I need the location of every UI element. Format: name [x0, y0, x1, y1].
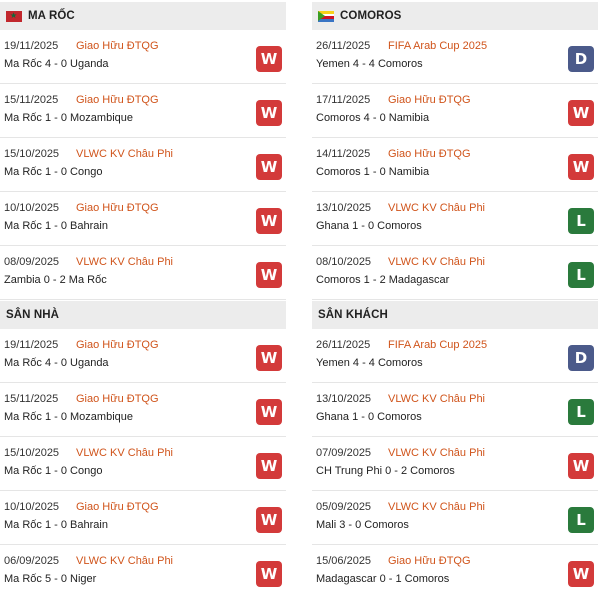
result-badge: W	[256, 154, 282, 180]
result-badge: W	[568, 100, 594, 126]
match-row[interactable]	[312, 84, 598, 138]
match-competition[interactable]: FIFA Arab Cup 2025	[388, 339, 488, 351]
match-row[interactable]	[0, 491, 286, 545]
match-date: 15/10/2025	[4, 148, 60, 160]
match-list	[0, 30, 286, 300]
match-competition[interactable]: FIFA Arab Cup 2025	[388, 40, 488, 52]
result-badge: W	[256, 399, 282, 425]
match-row[interactable]	[0, 138, 286, 192]
result-badge: W	[256, 561, 282, 587]
result-badge: W	[568, 453, 594, 479]
match-competition[interactable]: Giao Hữu ĐTQG	[76, 393, 159, 405]
match-competition[interactable]: Giao Hữu ĐTQG	[388, 94, 471, 106]
result-badge: W	[256, 345, 282, 371]
match-date: 17/11/2025	[316, 94, 371, 106]
away-section	[312, 301, 598, 596]
match-competition[interactable]: Giao Hữu ĐTQG	[388, 555, 471, 567]
result-badge: W	[256, 507, 282, 533]
match-list	[312, 329, 598, 596]
match-competition[interactable]: VLWC KV Châu Phi	[76, 148, 174, 160]
match-competition[interactable]: Giao Hữu ĐTQG	[76, 40, 159, 52]
match-date: 06/09/2025	[4, 555, 60, 567]
section-title: COMOROS	[340, 10, 402, 22]
match-score[interactable]: Ghana 1 - 0 Comoros	[316, 220, 422, 232]
match-row[interactable]	[312, 329, 598, 383]
home-section	[0, 301, 286, 596]
match-competition[interactable]: Giao Hữu ĐTQG	[76, 501, 159, 513]
match-row[interactable]	[0, 192, 286, 246]
match-competition[interactable]: Giao Hữu ĐTQG	[76, 94, 159, 106]
match-date: 13/10/2025	[316, 202, 372, 214]
match-score[interactable]: Madagascar 0 - 1 Comoros	[316, 573, 450, 585]
match-score[interactable]: Ma Rốc 1 - 0 Bahrain	[4, 519, 108, 531]
match-score[interactable]: Ma Rốc 4 - 0 Uganda	[4, 58, 109, 70]
match-competition[interactable]: VLWC KV Châu Phi	[388, 256, 486, 268]
result-badge: W	[256, 46, 282, 72]
match-row[interactable]	[312, 30, 598, 84]
result-badge: W	[568, 154, 594, 180]
match-date: 08/10/2025	[316, 256, 372, 268]
match-date: 26/11/2025	[316, 40, 371, 52]
match-score[interactable]: Ma Rốc 1 - 0 Congo	[4, 465, 103, 477]
match-row[interactable]	[312, 437, 598, 491]
match-competition[interactable]: VLWC KV Châu Phi	[76, 555, 174, 567]
match-row[interactable]	[312, 383, 598, 437]
match-score[interactable]: Ma Rốc 1 - 0 Mozambique	[4, 411, 133, 423]
match-row[interactable]	[312, 545, 598, 596]
match-score[interactable]: Ma Rốc 4 - 0 Uganda	[4, 357, 109, 369]
section-header	[312, 301, 598, 329]
match-row[interactable]	[0, 329, 286, 383]
match-competition[interactable]: VLWC KV Châu Phi	[76, 447, 174, 459]
match-date: 26/11/2025	[316, 339, 371, 351]
result-badge: D	[568, 46, 594, 72]
section-header	[312, 2, 598, 30]
match-list	[312, 30, 598, 300]
result-badge: L	[568, 262, 594, 288]
match-row[interactable]	[312, 138, 598, 192]
result-badge: L	[568, 208, 594, 234]
morocco-recent-section	[0, 2, 286, 300]
match-date: 13/10/2025	[316, 393, 372, 405]
match-date: 14/11/2025	[316, 148, 371, 160]
match-score[interactable]: Yemen 4 - 4 Comoros	[316, 58, 423, 70]
match-row[interactable]	[0, 383, 286, 437]
match-date: 07/09/2025	[316, 447, 372, 459]
match-score[interactable]: Mali 3 - 0 Comoros	[316, 519, 409, 531]
section-header	[0, 2, 286, 30]
match-row[interactable]	[312, 246, 598, 300]
match-competition[interactable]: Giao Hữu ĐTQG	[388, 148, 471, 160]
match-score[interactable]: Ma Rốc 1 - 0 Congo	[4, 166, 103, 178]
match-competition[interactable]: VLWC KV Châu Phi	[388, 501, 486, 513]
match-row[interactable]	[312, 192, 598, 246]
result-badge: W	[256, 100, 282, 126]
section-title: SÂN KHÁCH	[318, 309, 388, 321]
match-score[interactable]: Comoros 1 - 2 Madagascar	[316, 274, 450, 286]
match-score[interactable]: Zambia 0 - 2 Ma Rốc	[4, 274, 107, 286]
match-competition[interactable]: VLWC KV Châu Phi	[388, 202, 486, 214]
match-score[interactable]: Ma Rốc 5 - 0 Niger	[4, 573, 97, 585]
match-row[interactable]	[0, 30, 286, 84]
match-date: 15/10/2025	[4, 447, 60, 459]
result-badge: D	[568, 345, 594, 371]
result-badge: L	[568, 399, 594, 425]
match-competition[interactable]: VLWC KV Châu Phi	[76, 256, 174, 268]
match-score[interactable]: CH Trung Phi 0 - 2 Comoros	[316, 465, 455, 477]
match-row[interactable]	[0, 246, 286, 300]
result-badge: W	[256, 453, 282, 479]
result-badge: W	[256, 208, 282, 234]
match-competition[interactable]: VLWC KV Châu Phi	[388, 393, 486, 405]
match-score[interactable]: Ma Rốc 1 - 0 Mozambique	[4, 112, 133, 124]
match-row[interactable]	[0, 437, 286, 491]
match-date: 10/10/2025	[4, 501, 60, 513]
match-competition[interactable]: VLWC KV Châu Phi	[388, 447, 486, 459]
match-row[interactable]	[0, 545, 286, 596]
result-badge: W	[256, 262, 282, 288]
section-header	[0, 301, 286, 329]
result-badge: L	[568, 507, 594, 533]
match-date: 15/06/2025	[316, 555, 372, 567]
section-title: SÂN NHÀ	[6, 309, 60, 321]
match-competition[interactable]: Giao Hữu ĐTQG	[76, 339, 159, 351]
morocco-flag-icon: ★	[6, 11, 22, 22]
match-date: 15/11/2025	[4, 94, 59, 106]
result-badge: W	[568, 561, 594, 587]
match-score[interactable]: Yemen 4 - 4 Comoros	[316, 357, 423, 369]
match-date: 10/10/2025	[4, 202, 60, 214]
match-date: 19/11/2025	[4, 339, 59, 351]
comoros-flag-icon	[318, 11, 334, 22]
match-list	[0, 329, 286, 596]
match-row[interactable]	[0, 84, 286, 138]
match-date: 15/11/2025	[4, 393, 59, 405]
match-date: 08/09/2025	[4, 256, 60, 268]
comoros-recent-section	[312, 2, 598, 300]
match-date: 19/11/2025	[4, 40, 59, 52]
match-row[interactable]	[312, 491, 598, 545]
match-score[interactable]: Ma Rốc 1 - 0 Bahrain	[4, 220, 108, 232]
match-competition[interactable]: Giao Hữu ĐTQG	[76, 202, 159, 214]
match-score[interactable]: Comoros 4 - 0 Namibia	[316, 112, 430, 124]
match-score[interactable]: Ghana 1 - 0 Comoros	[316, 411, 422, 423]
section-title: MA RỐC	[28, 10, 75, 22]
match-date: 05/09/2025	[316, 501, 372, 513]
match-score[interactable]: Comoros 1 - 0 Namibia	[316, 166, 430, 178]
